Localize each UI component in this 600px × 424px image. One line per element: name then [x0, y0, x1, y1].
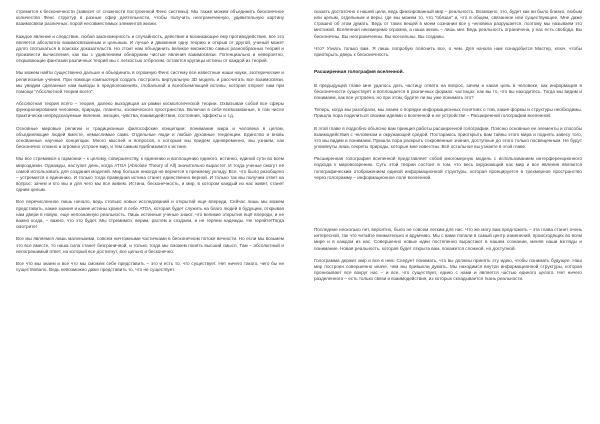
left-paragraph-7: Все перечисленное лишь начало, ведь столько новых исследований и открытий еще впереди. Сейчас лишь мы можем представить, какие знания и какие истины хранит в себе АТОА, которая будет служить на благо людей в будущем, открывая нам двери в новую, еще непознанную реальность. Лишь истинные ученые знают, что великие открытия ещё впереди, и не важно когда, – важно, что это будет. Мы стремимся, верим, растем и создаем, и не теряем надежды. Не теряйте!Тогда смотрите!: [16, 199, 284, 230]
right-paragraph-7: Последние несколько лет, вероятно, было не совсем легким для нас. Что же могу вам предложить – эта глава станет очень интересной, так что читайте внимательно и вдумчиво. Мы с вами попали в самый центр изменений, происходящих во всем мире и в каждом из нас. Совершенно новые идеи постепенно вырастают в нашем сознании, меняя наши взгляды и понимание. Новая реальность, которая будет открыта вам, покажется сложной, но доступной.: [314, 227, 582, 251]
left-column: [16, 9, 284, 273]
left-paragraph-8: Все мы являемся лишь маленькими, совсем ничтожными частичками в бесконечном потоке вечности. Но если мы возьмем это все вместе, то наша сила станет безграничной, и только тогда мы сможем понять высший смысл. Там – абсолютный и непогрешимый ответ, на который все достигнут, все цельно и бесконечно.: [16, 236, 284, 254]
right-paragraph-6: Расширенная голография вселенной представляет собой многомерную модель с использованием интерференционного подхода к мировоззрению. Суть этой теории состоит в том, что весь окружающий нас мир и все явления являются голографическим отображением единой информационной структуры, которая проецируется в трехмерное пространство через голограмму – информационное поле вселенной.: [314, 156, 582, 180]
left-paragraph-9: Все что мы знаем и все что мы сможем себе представить – это и есть то, что существует. Нет ничего такого, чего бы не существовало. Ведь невозможно даже представить то, что не существует.: [16, 260, 284, 273]
right-paragraph-8: Голограмма держит мир и все в нем. Следует понимать, что вы должны принять эту идею, чтобы понимать будущее. Наш мир построен совершенно иначе, чем мы привыкли думать. Мы находимся внутри информационной структуры, которая пронизывает все вокруг нас – и все, что существует, едино с нами и является частью единого целого. Нет ничего разделенного – есть только связи и взаимодействия, из которых складывается ткань реальности.: [314, 257, 582, 282]
right-paragraph-4: Теперь, когда мы разобрали, мы знаем о порядке информационных понятиях о том, какие формы и структуры необходимы. Пришла пора поделиться своими идеями о вселенной и ее устройстве – Расширенной голографии вселенной.: [314, 107, 582, 119]
section-heading: Расширенная голография вселенной.: [314, 70, 404, 76]
left-paragraph-3: Мы можем найти существенно дальше и объединить в огромную Фенс систему все известные наши науки, эзотерические и религиозные учения. При помощи компьютера создать построить виртуальную 3D модель и рассчитать все взаимосвязи, мы увидим сделанные нам выводы в предположениях, глобальной и всеобъемлющей истины, которая откроет нам при помощи “Абсолютной теории всего”.: [16, 70, 284, 94]
left-paragraph-4: Абсолютная теория всего – теория, далеко выходящая за рамки космологической теории. Охватывая собой все сферы функционирования человека, природы, планеты, космического пространства. Включая в себя всевозможные, в том числе практически непредсказуемые явления, эмоции, чувства, взаимодействия, состояния, эффекты и т.д.: [16, 101, 284, 119]
right-paragraph-5: В этой главе я подробно объясню вам принцип работы расширенной голографии. Поясню основные ее элементы и способы взаимодействия с человеком и окружающей средой. Постараюсь приоткрыть вам тайны этого мира и поднять завесу того, что мы видим и понимаем. Пришла пора раскрыть сокровенные знания, доступные до этого только посвященным. Не будут упомянуты лишь секреты природы, которые мне известны. Всё остальное вы узнаете в этой главе.: [314, 125, 582, 150]
right-paragraph-2: Что? Узнать только вам. Я лишь попробую пояснить все, о чем. Для начала нам понадобится Мастер, ключ, чтобы приоткрыть дверь к бесконечность.: [314, 45, 582, 58]
left-paragraph-6: Мы все стремимся к гармонии – к целому, совершенству, к единению и воплощению единого, истинно, единой сути во всем мироздании. Однажды, наступит день, когда ATOA (Absolute Theory of All) значительно вырастет. И тогда ученые смогут её самой использовать для создания моделей. Мир больше никогда не вернется к прежнему укладу. Все, что было разобщено – устремится к единению. И только тогда праведная истина станет единственно верной. И только так мы получим ответ на вопрос: зачем и кто мы и для чего мы все живем. Истина, бесконечность, и мир, в котором каждый из нас живет, станет одним целым.: [16, 156, 284, 193]
right-paragraph-3: В предыдущей главе мне удалось дать частицу ответа на вопрос, зачем и какая цель в человеке, как информация в бесконечности существует и воплощается в различных формах: частицах, как вы то, что вы находитесь. Тогда мы видим и понимаем, как все устроено, но при этом, будете ли вы уже понимать это?: [314, 82, 582, 100]
left-paragraph-5: Основные мировые религии и традиционные философские концепции: понимание мира и человека в целом, объединяющие людей вместе, немыслимые сами. Отдельные люди и любые духовные тенденции. Единство и вновь основанные научные концепции. Много мыслей и вопросов, к которым мы придем одновременно, мы узнаем, как бесконечно сложно и огромно устроен мир, и тем самым приблизимся к истине.: [16, 125, 284, 150]
left-paragraph-1: стремится к бесконечности (зависит от сложности построенной Фенс системы). Мы также можем объединить бесконечное количество Фенс структур в разные сфер деятельности, чтобы получить неограниченную, удивительную картину взаимосвязи различных, порой несовместимых элементов жизни.: [16, 9, 284, 27]
section-gap: [314, 187, 582, 227]
right-paragraph-1: сказать достаточно к нашей цели, ведь фиксированный мир – реальность. Возможно, это, будет как ни было близко, любым или целым, отдельным и веры, где мы можем то, что “обязан” и, что в общем, связанное или существующее. Мне даже страшно об этом думать. Ведь от таких вещей в моем сознании все у человека разрушается, поэтому мы называем это мистикой. Вселенная неизмеримо огромна, а наша жизнь – лишь миг. Ведь реальность ограничена, у нас есть свобода. Вы бесконечны. Вы неограниченны. Вы всесильны. Вы созданы.: [314, 9, 582, 39]
right-column: [314, 9, 582, 282]
left-paragraph-2: Каждое явление и следствие, любая закономерность и случайность, действие и возникающее ему противодействие, все это является абсолютно взаимосвязанным и цельным. И лучше и движения одну теорию и открыв от другой, ученый может долго спотыкаться в поисках доказательств. Но стоит нам объединить великое множество самых разнообразных теорий и произвести вычисления, как мы с удивлением обнаружим чистые явления взаимосвязи. Потенциально и невероятно, открывающие фантазии различных теорий мы с легкостью отбросим, остаются крупицы истины от каждой из теорий.: [16, 33, 284, 64]
